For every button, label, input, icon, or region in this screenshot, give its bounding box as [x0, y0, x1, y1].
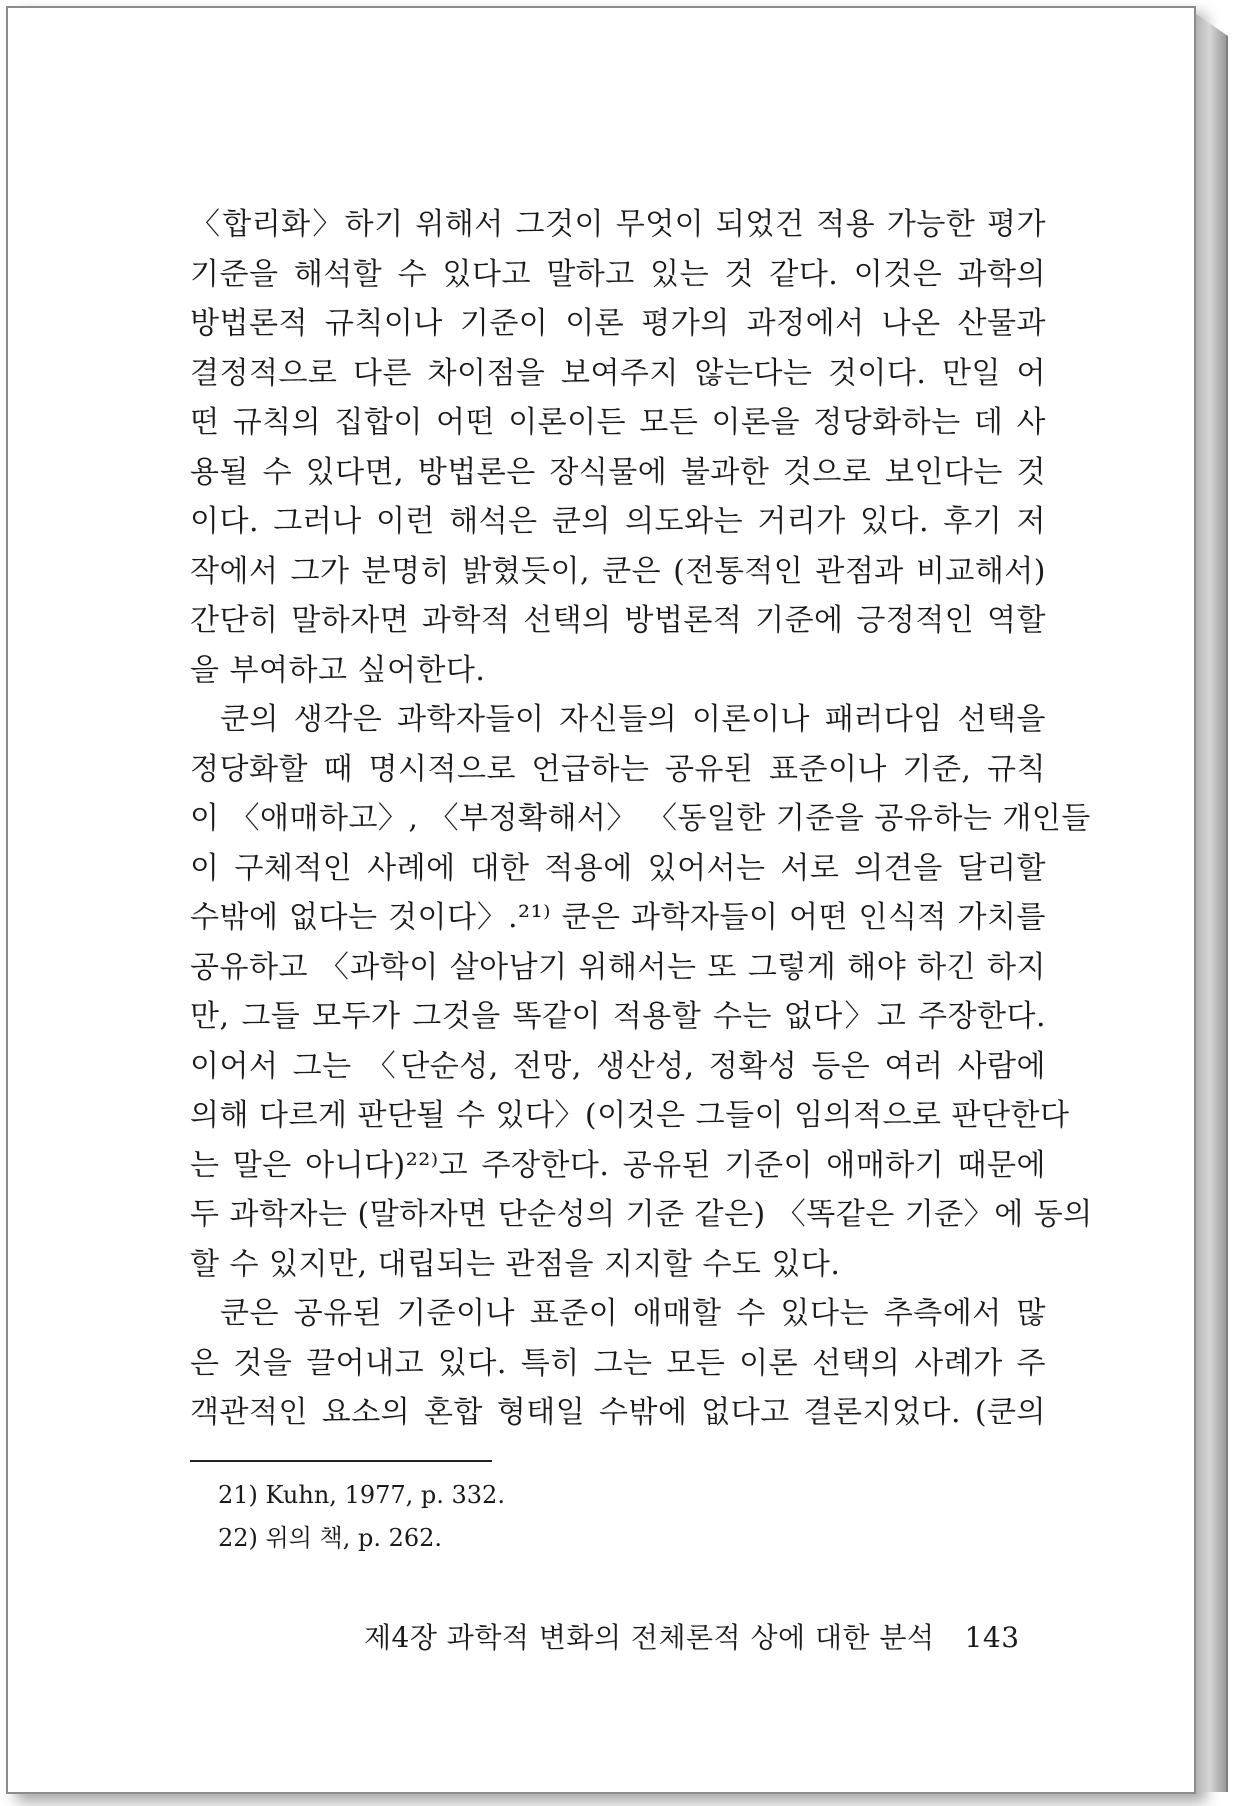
body-text [190, 200, 1093, 1438]
body-line: 이다. 그러나 이런 해석은 쿤의 의도와는 거리가 있다. 후기 저 [190, 504, 1046, 539]
body-line: 의해 다르게 판단될 수 있다〉(이것은 그들이 임의적으로 판단한다 [190, 1098, 1070, 1133]
body-line: 방법론적 규칙이나 기준이 이론 평가의 과정에서 나온 산물과 [190, 306, 1046, 341]
body-line: 떤 규칙의 집합이 어떤 이론이든 모든 이론을 정당화하는 데 사 [190, 405, 1046, 440]
body-line: 할 수 있지만, 대립되는 관점을 지지할 수도 있다. [190, 1246, 841, 1282]
footnote-22: 22) 위의 책, p. 262. [218, 1524, 443, 1552]
body-line: 쿤은 공유된 기준이나 표준이 애매할 수 있다는 추측에서 많 [220, 1296, 1046, 1331]
body-line: 을 부여하고 싶어한다. [190, 652, 486, 688]
page-number: 143 [964, 1621, 1020, 1654]
body-line: 공유하고 〈과학이 살아남기 위해서는 또 그렇게 해야 하긴 하지 [190, 949, 1046, 985]
running-head: 제4장 과학적 변화의 전체론적 상에 대한 분석 [364, 1621, 935, 1654]
body-line: 만, 그들 모두가 그것을 똑같이 적용할 수는 없다〉고 주장한다. [190, 999, 1046, 1034]
footnote-divider [190, 1460, 492, 1462]
body-line: 결정적으로 다른 차이점을 보여주지 않는다는 것이다. 만일 어 [190, 355, 1046, 391]
body-line: 는 말은 아니다)²²⁾고 주장한다. 공유된 기준이 애매하기 때문에 [190, 1147, 1046, 1183]
body-line: 기준을 해석할 수 있다고 말하고 있는 것 같다. 이것은 과학의 [190, 256, 1046, 292]
body-line: 정당화할 때 명시적으로 언급하는 공유된 표준이나 기준, 규칙 [190, 751, 1046, 787]
body-line: 간단히 말하자면 과학적 선택의 방법론적 기준에 긍정적인 역할 [190, 603, 1046, 638]
body-line: 이 〈애매하고〉, 〈부정확해서〉 〈동일한 기준을 공유하는 개인들 [190, 801, 1091, 836]
page-stack-edge [1196, 14, 1228, 1792]
body-line: 쿤의 생각은 과학자들이 자신들의 이론이나 패러다임 선택을 [220, 702, 1046, 737]
footnote-21: 21) Kuhn, 1977, p. 332. [218, 1481, 505, 1509]
body-line: 〈합리화〉하기 위해서 그것이 무엇이 되었건 적용 가능한 평가 [190, 207, 1046, 242]
page-footer [364, 1616, 1020, 1656]
body-line: 은 것을 끌어내고 있다. 특히 그는 모든 이론 선택의 사례가 주 [190, 1345, 1046, 1381]
body-line: 이어서 그는 〈단순성, 전망, 생산성, 정확성 등은 여러 사람에 [190, 1048, 1046, 1084]
body-line: 용될 수 있다면, 방법론은 장식물에 불과한 것으로 보인다는 것 [190, 454, 1046, 490]
body-line: 객관적인 요소의 혼합 형태일 수밖에 없다고 결론지었다. (쿤의 [190, 1395, 1046, 1430]
body-line: 수밖에 없다는 것이다〉.²¹⁾ 쿤은 과학자들이 어떤 인식적 가치를 [190, 900, 1046, 935]
footnotes [218, 1474, 505, 1560]
body-line: 작에서 그가 분명히 밝혔듯이, 쿤은 (전통적인 관점과 비교해서) [190, 553, 1046, 589]
body-line: 이 구체적인 사례에 대한 적용에 있어서는 서로 의견을 달리할 [190, 850, 1046, 886]
body-line: 두 과학자는 (말하자면 단순성의 기준 같은) 〈똑같은 기준〉에 동의 [190, 1197, 1093, 1232]
